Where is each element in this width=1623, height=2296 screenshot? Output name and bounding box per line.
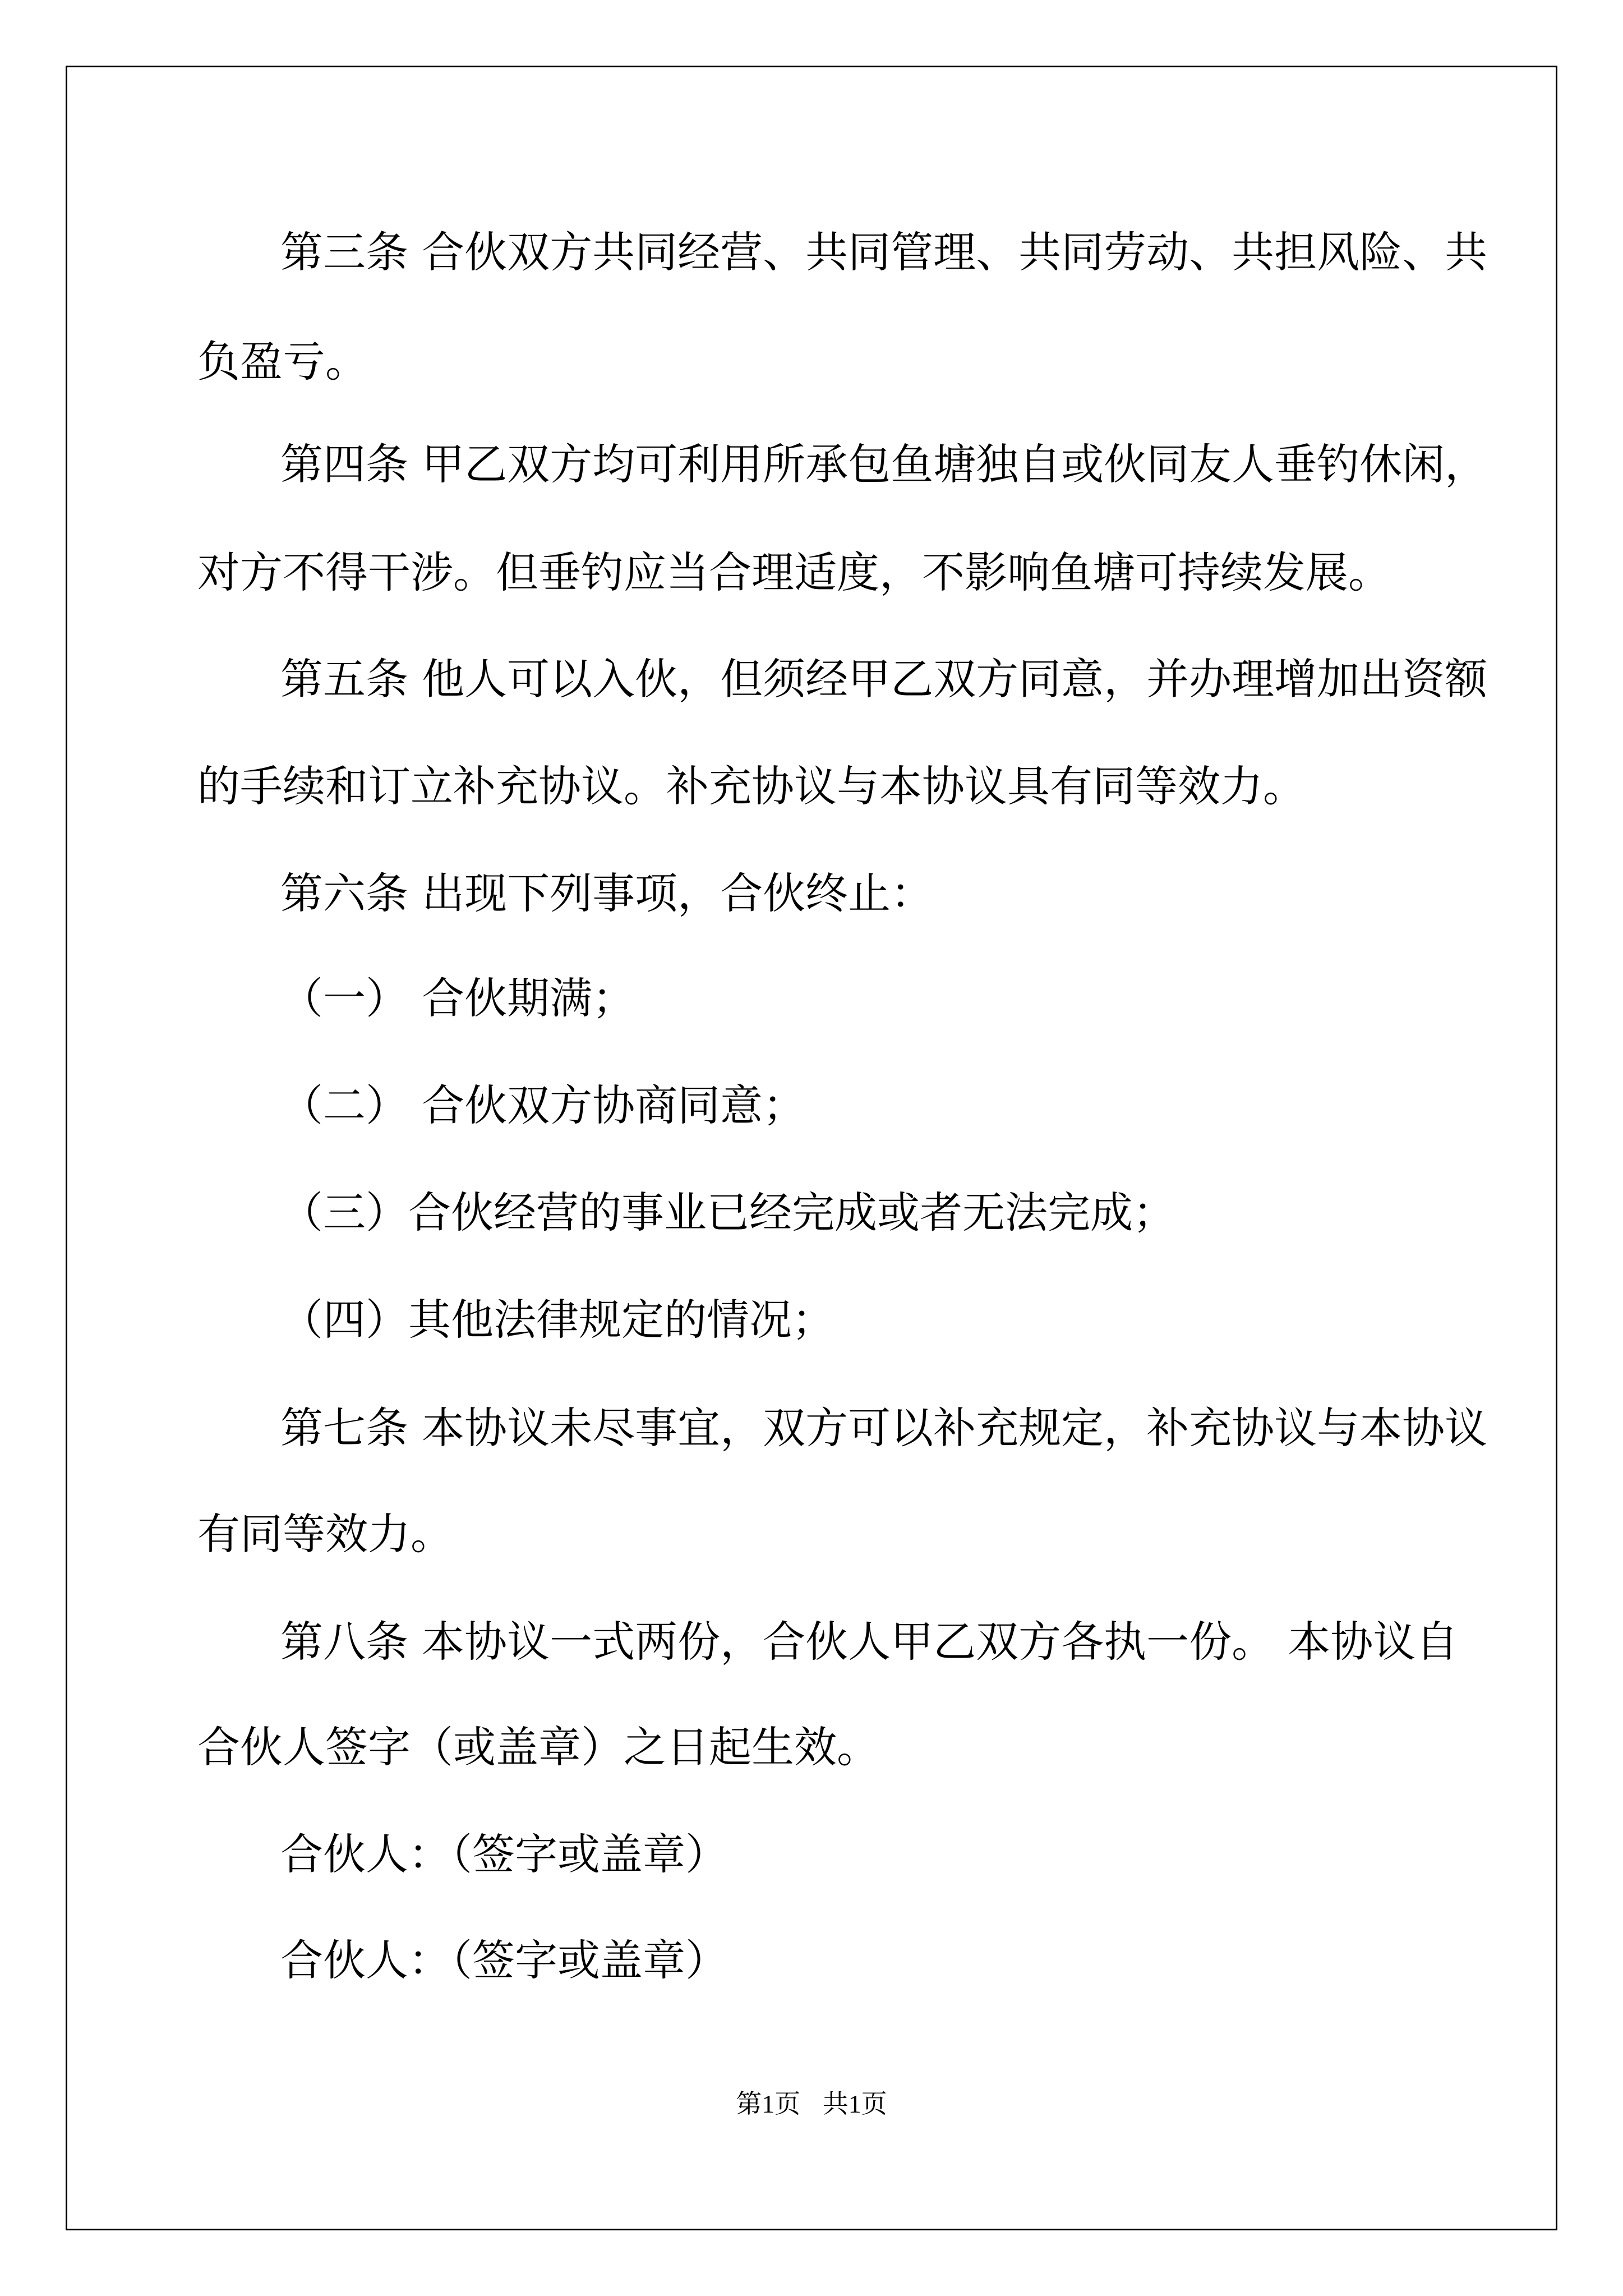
article-4-line-2: 对方不得干涉。但垂钓应当合理适度，不影响鱼塘可持续发展。 bbox=[197, 547, 1391, 597]
article-6-heading: 第六条 出现下列事项，合伙终止： bbox=[280, 868, 934, 918]
article-6-item-2: （二） 合伙双方协商同意； bbox=[280, 1080, 806, 1130]
article-6-item-4: （四）其他法律规定的情况； bbox=[280, 1295, 834, 1345]
article-4-line-1: 第四条 甲乙双方均可利用所承包鱼塘独自或伙同友人垂钓休闲， bbox=[280, 439, 1488, 489]
article-7-line-2: 有同等效力。 bbox=[197, 1509, 453, 1559]
article-5-line-2: 的手续和订立补充协议。补充协议与本协议具有同等效力。 bbox=[197, 761, 1306, 811]
article-6-item-3: （三）合伙经营的事业已经完成或者无法完成； bbox=[280, 1188, 1175, 1237]
article-5-line-1: 第五条 他人可以入伙，但须经甲乙双方同意，并办理增加出资额 bbox=[280, 654, 1488, 704]
article-6-item-1: （一） 合伙期满； bbox=[280, 973, 635, 1023]
partner-signature-2: 合伙人：（签字或盖章） bbox=[280, 1935, 728, 1985]
partner-signature-1: 合伙人：（签字或盖章） bbox=[280, 1829, 728, 1879]
article-8-line-2: 合伙人签字（或盖章）之日起生效。 bbox=[197, 1722, 879, 1772]
article-7-line-1: 第七条 本协议未尽事宜，双方可以补充规定，补充协议与本协议 bbox=[280, 1403, 1488, 1453]
page-number-total: 共1页 bbox=[822, 2090, 887, 2118]
page-footer bbox=[0, 2091, 1623, 2117]
page-border bbox=[66, 66, 1557, 2230]
page-number-current: 第1页 bbox=[736, 2090, 801, 2118]
article-8-line-1: 第八条 本协议一式两份，合伙人甲乙双方各执一份。 本协议自 bbox=[280, 1617, 1459, 1667]
article-3-line-1: 第三条 合伙双方共同经营、共同管理、共同劳动、共担风险、共 bbox=[280, 227, 1488, 277]
article-3-line-2: 负盈亏。 bbox=[197, 337, 368, 386]
